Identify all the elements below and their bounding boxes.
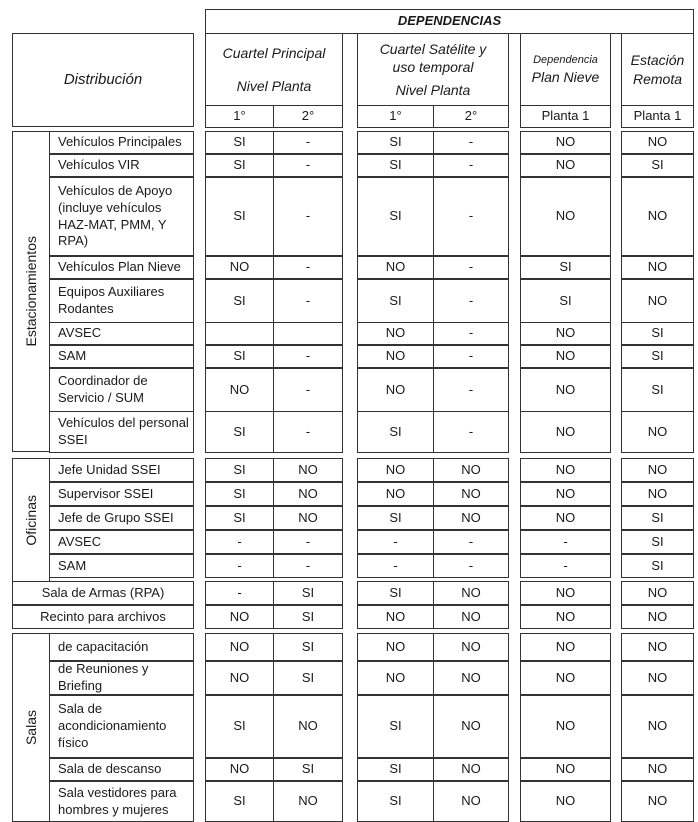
cell-cs2: - (433, 554, 509, 578)
cell-cs1: - (357, 530, 434, 554)
cell-cp1: SI (205, 131, 274, 154)
cell-cp1: SI (205, 279, 274, 323)
cell-pn: NO (520, 506, 611, 530)
cell-pn: NO (520, 345, 611, 368)
cell-pn: NO (520, 482, 611, 506)
cuartel-satelite-line2: uso temporal (392, 59, 474, 76)
group-salas-label: Salas (22, 709, 39, 746)
level-er: Planta 1 (621, 105, 694, 128)
cell-er: NO (621, 177, 694, 256)
row-label: de Reuniones y Briefing (49, 661, 194, 695)
row-label: de capacitación (49, 633, 194, 661)
row-label: Vehículos de Apoyo (incluye vehículos HAZ-MAT, PMM, Y RPA) (49, 177, 194, 256)
cell-cs2: - (433, 322, 509, 345)
cell-cs2: NO (433, 633, 509, 661)
level-cp-2: 2° (273, 105, 343, 128)
cell-cp1: NO (205, 256, 274, 279)
cell-cp1: - (205, 581, 274, 605)
cell-pn: - (520, 554, 611, 578)
row-label: Sala de Armas (RPA) (12, 581, 194, 605)
cell-er: SI (621, 368, 694, 412)
cell-cp2: - (273, 345, 343, 368)
cuartel-principal-sub: Nivel Planta (236, 77, 312, 94)
cell-pn: NO (520, 695, 611, 758)
cell-cs1: SI (357, 758, 434, 781)
cuartel-principal-title: Cuartel Principal (222, 45, 326, 62)
cell-cs1: SI (357, 279, 434, 323)
group-oficinas (12, 458, 50, 582)
cell-cs2: NO (433, 695, 509, 758)
cell-cp1: SI (205, 154, 274, 177)
cell-cp1: SI (205, 506, 274, 530)
header-cuartel-principal (205, 33, 343, 106)
cell-pn: NO (520, 581, 611, 605)
cell-cs2: NO (433, 458, 509, 482)
cell-cs1: SI (357, 781, 434, 822)
group-estacionamientos-label: Estacionamientos (22, 236, 39, 347)
header-dependencias: DEPENDENCIAS (205, 9, 694, 34)
cell-er: NO (621, 661, 694, 695)
cell-cp2: SI (273, 633, 343, 661)
cell-cs1: SI (357, 177, 434, 256)
cell-cp2: - (273, 131, 343, 154)
cell-cs1: SI (357, 581, 434, 605)
cell-cp1: SI (205, 177, 274, 256)
row-label: Sala vestidores para hombres y mujeres (49, 781, 194, 822)
cell-cp1: NO (205, 661, 274, 695)
cell-cp2: NO (273, 506, 343, 530)
level-pn: Planta 1 (520, 105, 611, 128)
cell-er: SI (621, 345, 694, 368)
cell-cp2: - (273, 154, 343, 177)
cell-cp1: - (205, 554, 274, 578)
row-label: AVSEC (49, 530, 194, 554)
cell-cp2: NO (273, 695, 343, 758)
cell-er: NO (621, 411, 694, 453)
cell-cp1: NO (205, 758, 274, 781)
cell-cs1: NO (357, 256, 434, 279)
row-label: AVSEC (49, 322, 194, 345)
cell-cp2: - (273, 530, 343, 554)
cell-pn: NO (520, 605, 611, 629)
cell-cs1: NO (357, 633, 434, 661)
cell-er: SI (621, 154, 694, 177)
cell-cp1: SI (205, 695, 274, 758)
plan-nieve-line1: Dependencia (533, 54, 598, 67)
cell-cs2: - (433, 530, 509, 554)
row-label: Jefe Unidad SSEI (49, 458, 194, 482)
cell-cs1: NO (357, 322, 434, 345)
cell-cp2: - (273, 411, 343, 453)
cell-cs2: NO (433, 758, 509, 781)
cell-er: NO (621, 131, 694, 154)
cell-cs2: NO (433, 482, 509, 506)
cell-pn: NO (520, 458, 611, 482)
cell-er: SI (621, 554, 694, 578)
row-label: SAM (49, 554, 194, 578)
cell-pn: SI (520, 279, 611, 323)
cell-cp2: NO (273, 482, 343, 506)
row-label: Jefe de Grupo SSEI (49, 506, 194, 530)
cell-cp1: NO (205, 368, 274, 412)
cell-cp2: NO (273, 781, 343, 822)
cell-cp1: SI (205, 458, 274, 482)
cell-er: NO (621, 458, 694, 482)
cell-pn: SI (520, 256, 611, 279)
cell-cp1: SI (205, 411, 274, 453)
cell-cp2: - (273, 279, 343, 323)
cell-cp1: SI (205, 781, 274, 822)
cell-cs2: NO (433, 581, 509, 605)
row-label: SAM (49, 345, 194, 368)
header-plan-nieve (520, 33, 611, 106)
cell-cs2: - (433, 345, 509, 368)
cell-cs2: - (433, 177, 509, 256)
row-label: Vehículos Principales (49, 131, 194, 154)
cell-er: SI (621, 530, 694, 554)
cell-cs2: NO (433, 605, 509, 629)
cell-pn: - (520, 530, 611, 554)
cell-cs1: NO (357, 458, 434, 482)
level-cs-1: 1° (357, 105, 434, 128)
cell-cp2: SI (273, 758, 343, 781)
cell-cs2: NO (433, 506, 509, 530)
cell-cs2: - (433, 411, 509, 453)
row-label: Supervisor SSEI (49, 482, 194, 506)
cell-cs2: - (433, 131, 509, 154)
cell-cp1: NO (205, 633, 274, 661)
cell-pn: NO (520, 758, 611, 781)
row-label: Vehículos Plan Nieve (49, 256, 194, 279)
cell-pn: NO (520, 633, 611, 661)
cell-cp1: - (205, 530, 274, 554)
cell-er: NO (621, 482, 694, 506)
cell-er: NO (621, 581, 694, 605)
cuartel-satelite-line1: Cuartel Satélite y (379, 41, 487, 58)
group-estacionamientos (12, 131, 50, 452)
cell-er: NO (621, 633, 694, 661)
cell-pn: NO (520, 411, 611, 453)
row-label: Vehículos VIR (49, 154, 194, 177)
plan-nieve-line2: Plan Nieve (531, 68, 600, 85)
cuartel-satelite-sub: Nivel Planta (395, 81, 471, 98)
cell-cp2: - (273, 368, 343, 412)
header-estacion-remota (621, 33, 694, 106)
cell-cs1: SI (357, 154, 434, 177)
cell-cs1: NO (357, 368, 434, 412)
cell-cs1: - (357, 554, 434, 578)
cell-cp1: SI (205, 345, 274, 368)
group-salas (12, 633, 50, 822)
cell-cs1: NO (357, 661, 434, 695)
row-label: Recinto para archivos (12, 605, 194, 629)
cell-cp1: SI (205, 482, 274, 506)
cell-cs1: SI (357, 411, 434, 453)
header-distribucion: Distribución (12, 33, 194, 127)
cell-cs2: - (433, 279, 509, 323)
cell-cs1: NO (357, 482, 434, 506)
cell-cs2: - (433, 368, 509, 412)
cell-cs2: - (433, 256, 509, 279)
cell-cp2: - (273, 256, 343, 279)
row-label: Sala de descanso (49, 758, 194, 781)
cell-cp2 (273, 322, 343, 345)
cell-cp1: NO (205, 605, 274, 629)
row-label: Vehículos del personal SSEI (49, 411, 194, 453)
cell-cs2: - (433, 154, 509, 177)
cell-cs2: NO (433, 781, 509, 822)
cell-cp2: SI (273, 581, 343, 605)
cell-pn: NO (520, 661, 611, 695)
cell-pn: NO (520, 177, 611, 256)
cell-cp2: SI (273, 605, 343, 629)
cell-pn: NO (520, 131, 611, 154)
cell-pn: NO (520, 154, 611, 177)
row-label: Equipos Auxiliares Rodantes (49, 279, 194, 323)
cell-cp2: - (273, 554, 343, 578)
cell-cs1: NO (357, 345, 434, 368)
cell-cs1: NO (357, 605, 434, 629)
cell-er: NO (621, 781, 694, 822)
cell-er: NO (621, 605, 694, 629)
cell-pn: NO (520, 322, 611, 345)
cell-pn: NO (520, 368, 611, 412)
cell-er: NO (621, 758, 694, 781)
cell-er: NO (621, 695, 694, 758)
row-label: Sala de acondicionamiento físico (49, 695, 194, 758)
cell-cp2: NO (273, 458, 343, 482)
group-oficinas-label: Oficinas (22, 494, 39, 546)
estacion-remota-line1: Estación (630, 52, 685, 69)
level-cs-2: 2° (433, 105, 509, 128)
row-label: Coordinador de Servicio / SUM (49, 368, 194, 412)
cell-cs1: SI (357, 131, 434, 154)
header-cuartel-satelite (357, 33, 509, 106)
cell-cs1: SI (357, 506, 434, 530)
cell-er: NO (621, 256, 694, 279)
estacion-remota-line2: Remota (632, 70, 683, 87)
level-cp-1: 1° (205, 105, 274, 128)
cell-er: NO (621, 279, 694, 323)
cell-cs1: SI (357, 695, 434, 758)
cell-cp2: SI (273, 661, 343, 695)
cell-cs2: NO (433, 661, 509, 695)
cell-pn: NO (520, 781, 611, 822)
cell-cp2: - (273, 177, 343, 256)
cell-cp1 (205, 322, 274, 345)
cell-er: SI (621, 506, 694, 530)
cell-er: SI (621, 322, 694, 345)
